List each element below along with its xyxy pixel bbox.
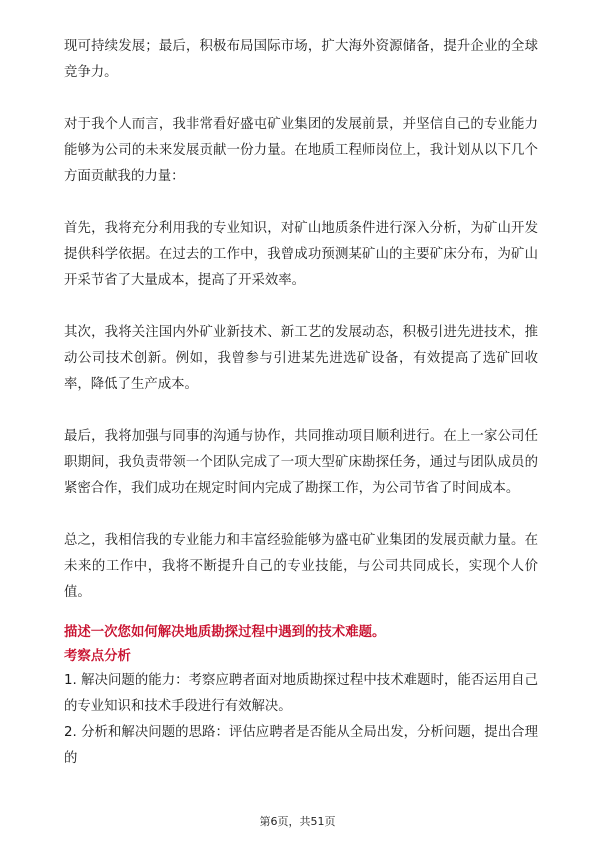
paragraph-6: 总之，我相信我的专业能力和丰富经验能够为盛屯矿业集团的发展贡献力量。在未来的工作中，我将不断提升自己的专业技能，与公司共同成长，实现个人价值。 (64, 533, 538, 600)
paragraph-1: 现可持续发展；最后，积极布局国际市场，扩大海外资源储备，提升企业的全球竞争力。 (64, 39, 538, 80)
paragraph-3: 首先，我将充分利用我的专业知识，对矿山地质条件进行深入分析，为矿山开发提供科学依据。在过去的工作中，我曾成功预测某矿山的主要矿床分布，为矿山开采节省了大量成本，提高了开采效率。 (64, 221, 538, 288)
analysis-item-2: 2. 分析和解决问题的思路：评估应聘者是否能从全局出发，分析问题，提出合理的 (64, 725, 538, 766)
paragraph-5: 最后，我将加强与同事的沟通与协作，共同推动项目顺利进行。在上一家公司任职期间，我负责带领一个团队完成了一项大型矿床勘探任务，通过与团队成员的紧密合作，我们成功在规定时间内完成了勘探工作，为公司节省了时间成本。 (64, 429, 538, 496)
page-content (64, 34, 538, 772)
paragraph-2: 对于我个人而言，我非常看好盛屯矿业集团的发展前景，并坚信自己的专业能力能够为公司的未来发展贡献一份力量。在地质工程师岗位上，我计划从以下几个方面贡献我的力量： (64, 117, 538, 184)
section-heading: 考察点分析 (64, 649, 131, 664)
page-number-footer: 第6页，共51页 (259, 815, 336, 828)
analysis-item-1: 1. 解决问题的能力：考察应聘者面对地质勘探过程中技术难题时，能否运用自己的专业知识和技术手段进行有效解决。 (64, 673, 538, 714)
question-heading: 描述一次您如何解决地质勘探过程中遇到的技术难题。 (64, 625, 386, 640)
paragraph-4: 其次，我将关注国内外矿业新技术、新工艺的发展动态，积极引进先进技术，推动公司技术创新。例如，我曾参与引进某先进选矿设备，有效提高了选矿回收率，降低了生产成本。 (64, 325, 538, 392)
